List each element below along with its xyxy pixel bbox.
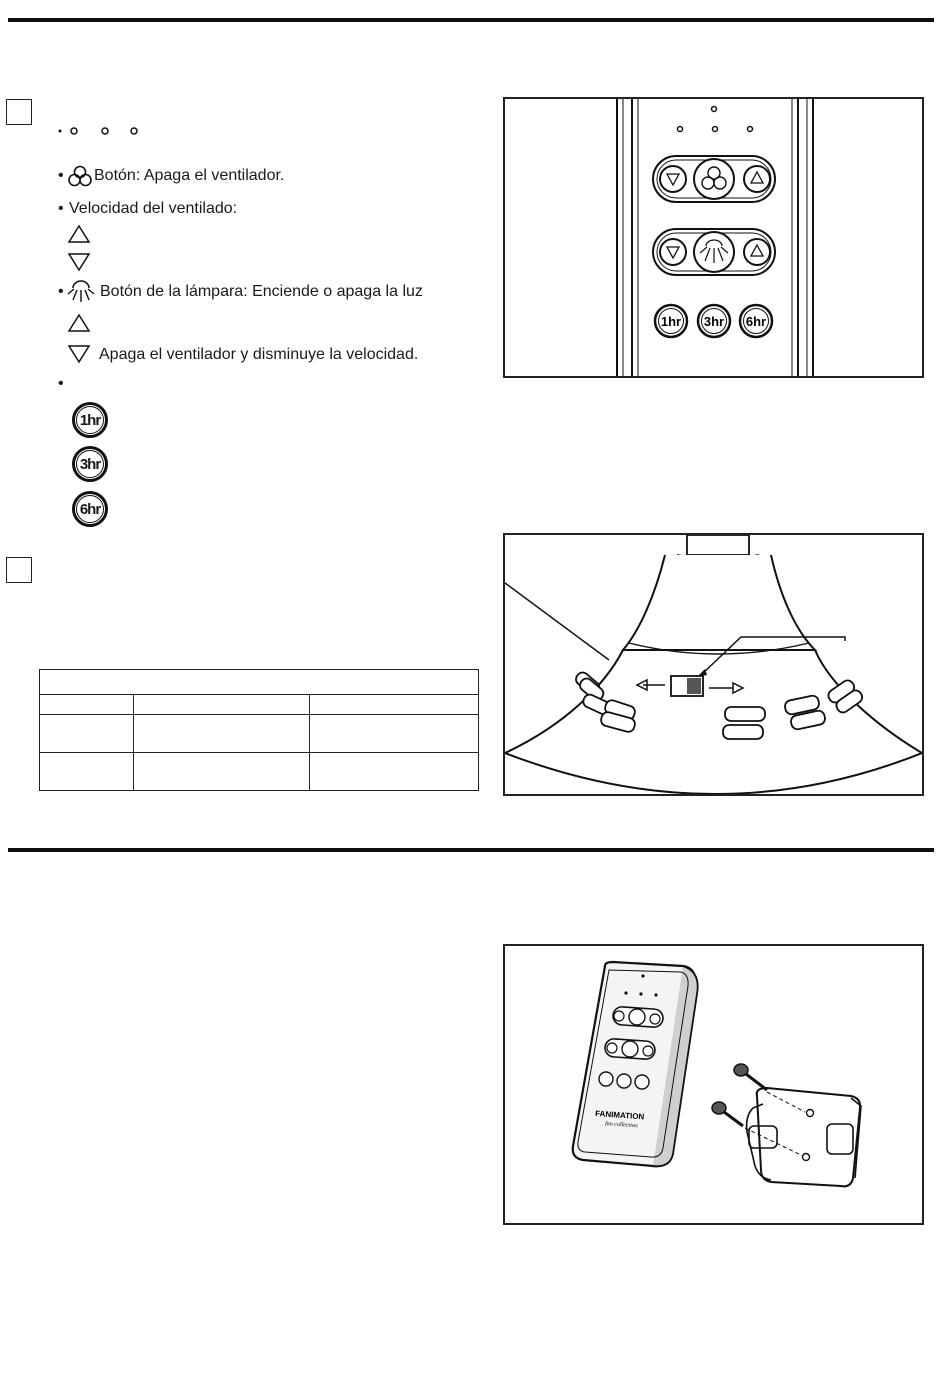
- table-row: [40, 753, 479, 791]
- timer-3hr-icon: [72, 446, 108, 482]
- table-row: [40, 695, 479, 715]
- light-icon: [67, 278, 95, 309]
- remote-timer-6hr: 6hr: [745, 314, 767, 329]
- fan-icon: [68, 165, 92, 192]
- brand-sub-label: fan collection: [604, 1121, 639, 1130]
- triangle-up-icon: [67, 313, 91, 338]
- table-row: [40, 670, 479, 695]
- step-box-1: [6, 99, 32, 125]
- timer-6hr-icon: [72, 491, 108, 527]
- spec-table: [39, 669, 479, 791]
- switch-housing-figure: [503, 533, 924, 796]
- triangle-down-icon: [67, 252, 91, 277]
- timer-label: 3hr: [79, 455, 101, 473]
- triangle-up-icon: [67, 224, 91, 249]
- brand-label: FANIMATION: [594, 1109, 645, 1122]
- table-row: [40, 715, 479, 753]
- remote-closeup-figure: [503, 97, 924, 378]
- timer-label: 1hr: [79, 411, 101, 429]
- bullet: •: [58, 375, 64, 392]
- step-box-2: [6, 557, 32, 583]
- timer-1hr-icon: [72, 402, 108, 438]
- remote-timer-3hr: 3hr: [703, 314, 725, 329]
- timer-label: 6hr: [79, 500, 101, 518]
- bullet: •: [58, 200, 64, 217]
- bullet: •: [58, 283, 64, 300]
- top-rule: [8, 18, 934, 22]
- indicator-dots: [58, 124, 148, 138]
- fan-button-text: Botón: Apaga el ventilador.: [94, 167, 285, 184]
- fan-speed-heading: Velocidad del ventilado:: [69, 200, 238, 217]
- light-button-text: Botón de la lámpara: Enciende o apaga la luz: [100, 283, 423, 300]
- light-down-text: Apaga el ventilador y disminuye la velocidad.: [99, 346, 419, 363]
- remote-timer-1hr: 1hr: [660, 314, 682, 329]
- bullet: •: [58, 167, 64, 184]
- section-rule: [8, 848, 934, 852]
- triangle-down-icon: [67, 344, 91, 369]
- remote-holder-figure: [503, 944, 924, 1225]
